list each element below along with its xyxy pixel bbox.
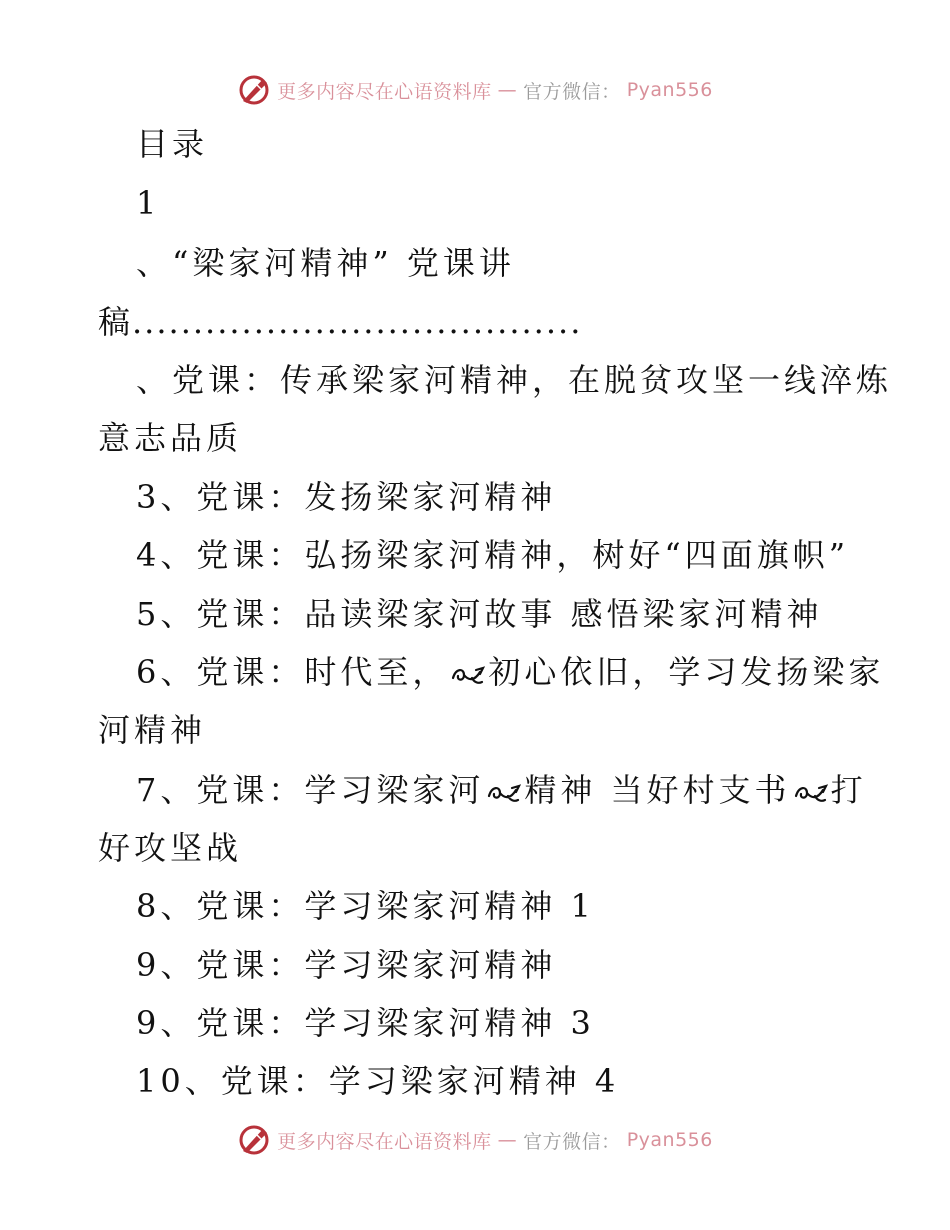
banner-dash: — xyxy=(497,79,518,101)
footer-banner xyxy=(0,1120,950,1160)
ornament-scroll-icon xyxy=(793,782,829,804)
banner-contact-id: Pyan556 xyxy=(626,79,713,101)
toc-line: 、“梁家河精神” 党课讲 xyxy=(136,244,515,282)
banner-dash: — xyxy=(497,1129,518,1151)
toc-line: 8、党课：学习梁家河精神 1 xyxy=(136,887,595,925)
toc-line-part: 打 xyxy=(830,771,867,809)
toc-line xyxy=(136,770,867,810)
toc-line: 9、党课：学习梁家河精神 xyxy=(136,946,557,984)
toc-line: 意志品质 xyxy=(98,419,243,457)
toc-line-part: 6、党课：时代至， xyxy=(136,653,449,691)
banner-site-text: 更多内容尽在心语资料库 xyxy=(277,1130,492,1153)
ornament-scroll-icon xyxy=(450,664,486,686)
banner-contact-label: 官方微信： xyxy=(523,80,621,103)
toc-line: 3、党课：发扬梁家河精神 xyxy=(136,478,557,516)
toc-line: 9、党课：学习梁家河精神 3 xyxy=(136,1004,595,1042)
ornament-scroll-icon xyxy=(486,782,522,804)
banner-contact-label: 官方微信： xyxy=(523,1130,621,1153)
toc-line: 4、党课：弘扬梁家河精神，树好“四面旗帜” xyxy=(136,536,850,574)
toc-line: 河精神 xyxy=(98,711,207,749)
toc-line: 稿..................................... xyxy=(98,303,583,341)
toc-heading: 目录 xyxy=(136,125,209,163)
toc-line-part: 7、党课：学习梁家河 xyxy=(136,771,485,809)
quill-pen-logo-icon xyxy=(237,73,271,107)
banner-site-text: 更多内容尽在心语资料库 xyxy=(277,80,492,103)
header-banner xyxy=(0,70,950,110)
toc-line-part: 精神 当好村支书 xyxy=(524,771,791,809)
toc-line: 好攻坚战 xyxy=(98,829,243,867)
toc-line: 1 xyxy=(136,184,161,222)
toc-line xyxy=(136,652,884,692)
toc-line: 10、党课：学习梁家河精神 4 xyxy=(136,1062,620,1100)
banner-contact-id: Pyan556 xyxy=(626,1129,713,1151)
quill-pen-logo-icon xyxy=(237,1123,271,1157)
toc-line: 、党课：传承梁家河精神，在脱贫攻坚一线淬炼 xyxy=(136,361,893,399)
toc-line-part: 初心依旧，学习发扬梁家 xyxy=(488,653,885,691)
toc-line: 5、党课：品读梁家河故事 感悟梁家河精神 xyxy=(136,595,823,633)
